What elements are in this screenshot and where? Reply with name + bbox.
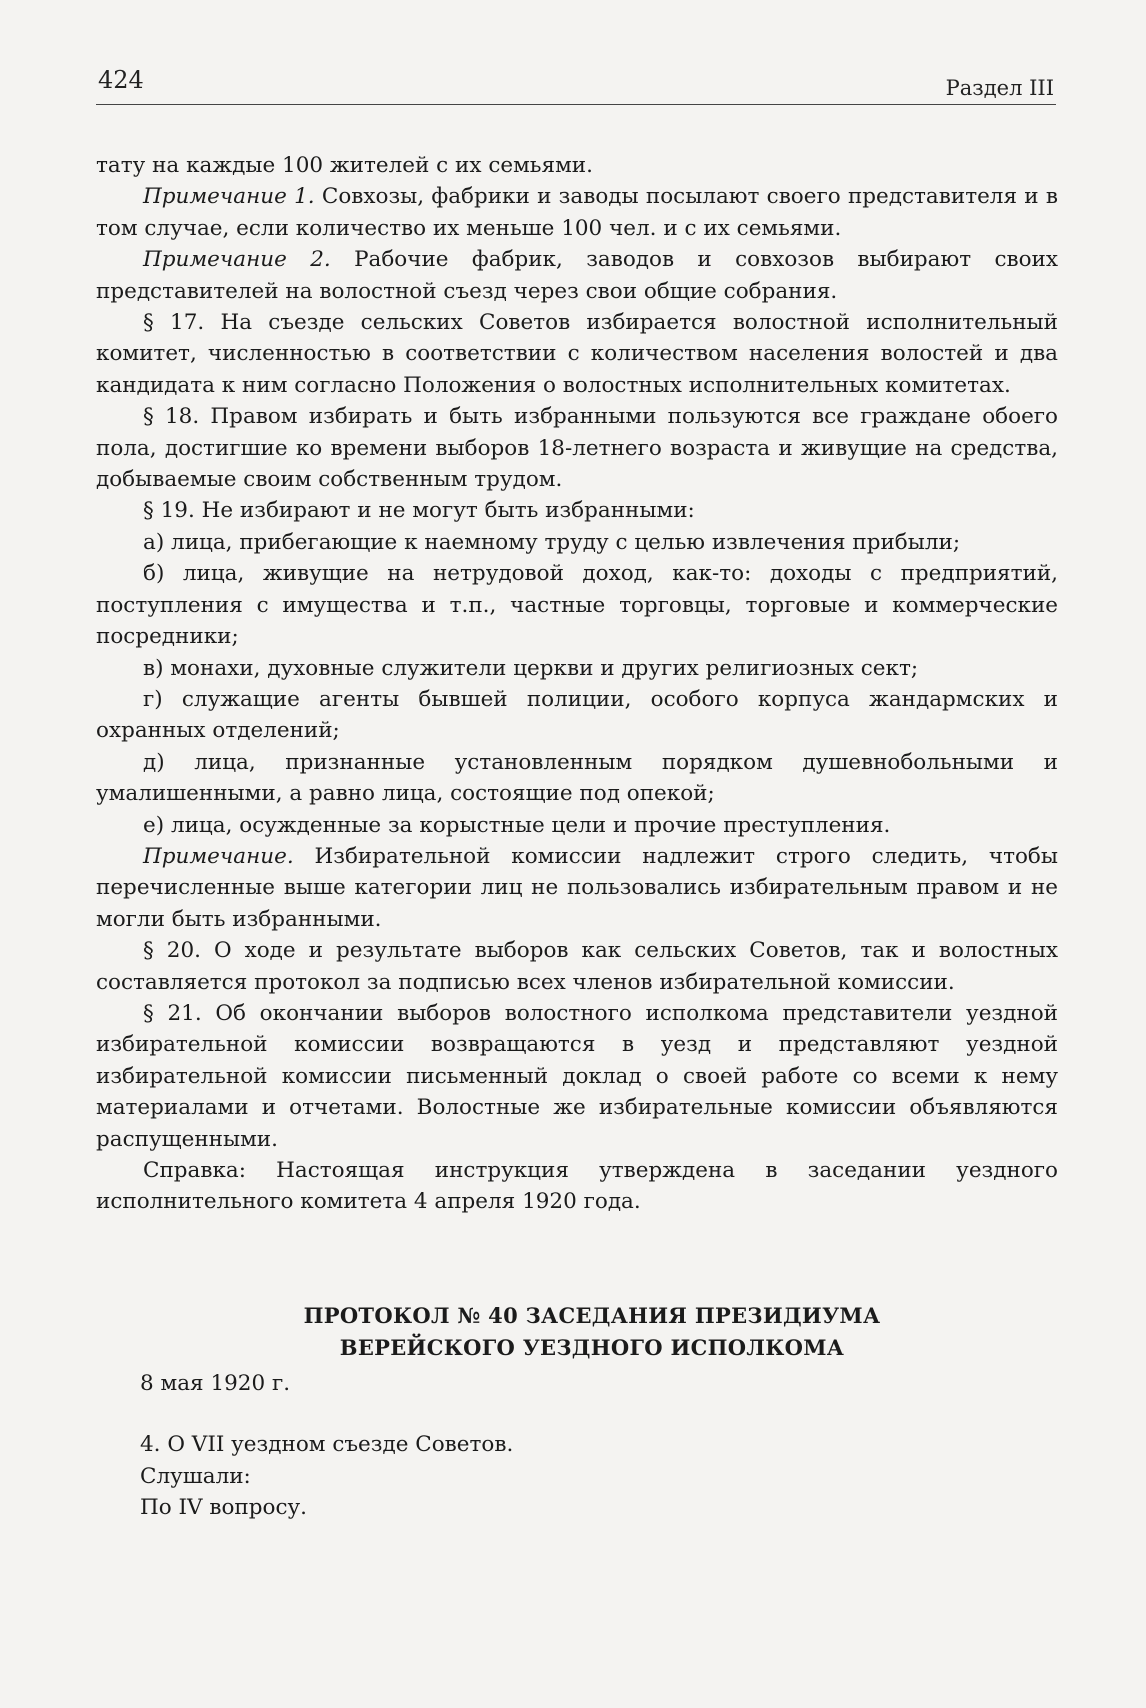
note-2-label: Примечание 2.: [143, 247, 331, 273]
note-3-label: Примечание.: [143, 843, 294, 869]
page-number: 424: [98, 66, 144, 94]
protocol-block: [96, 1300, 1058, 1524]
section-title: Раздел III: [945, 76, 1054, 100]
note-2-text: Рабочие фабрик, заводов и совхозов выбирают своих представителей на волостной съезд через свои общие собрания.: [96, 247, 1059, 304]
protocol-title: [126, 1300, 1058, 1364]
note-1: [96, 181, 1058, 244]
protocol-heard: Слушали:: [140, 1463, 251, 1489]
paragraph-continuation: тату на каждые 100 жителей с их семьями.: [96, 153, 593, 178]
note-1-text: Совхозы, фабрики и заводы посылают своего представителя и в том случае, если количество их меньше 100 чел. и с их семьями.: [96, 184, 1058, 241]
protocol-date: 8 мая 1920 г.: [140, 1371, 291, 1396]
list-item-e: е) лица, осужденные за корыстные цели и прочие преступления.: [143, 812, 891, 838]
protocol-title-line-1: ПРОТОКОЛ № 40 ЗАСЕДАНИЯ ПРЕЗИДИУМА: [303, 1303, 881, 1328]
protocol-question: По IV вопросу.: [140, 1495, 307, 1521]
reference-note: Справка: Настоящая инструкция утверждена в заседании уездного исполнительного комитета 4 апреля 1920 года.: [96, 1158, 1058, 1215]
list-item-b: б) лица, живущие на нетрудовой доход, как-то: доходы с предприятий, поступления с имущества и т.п., частные торговцы, торговые и коммерческие посредники;: [96, 561, 1058, 650]
note-3: [96, 841, 1058, 935]
protocol-title-line-2: ВЕРЕЙСКОГО УЕЗДНОГО ИСПОЛКОМА: [339, 1335, 845, 1360]
list-item-d: д) лица, признанные установленным порядком душевнобольными и умалишенными, а равно лица, состоящие под опекой;: [96, 749, 1058, 807]
protocol-item: 4. О VII уездном съезде Советов.: [140, 1432, 514, 1458]
section-17: § 17. На съезде сельских Советов избирается волостной исполнительный комитет, численностью в соответствии с количеством населения волостей и два кандидата к ним согласно Положения о волостных исполнительных комитетах.: [96, 310, 1058, 398]
list-item-v: в) монахи, духовные служители церкви и других религиозных сект;: [143, 655, 919, 681]
section-20: § 20. О ходе и результате выборов как сельских Советов, так и волостных составляется протокол за подписью всех членов избирательной комиссии.: [96, 938, 1058, 995]
section-18: § 18. Правом избирать и быть избранными пользуются все граждане обоего пола, достигшие ко времени выборов 18-летнего возраста и живущие на средства, добываемые своим собственным трудом.: [96, 404, 1058, 493]
note-1-label: Примечание 1.: [143, 184, 315, 210]
section-21: § 21. Об окончании выборов волостного исполкома представители уездной избирательной комиссии возвращаются в уезд и представляют уездной избирательной комиссии письменный доклад о своей работе со всеми к нему материалами и отчетами. Волостные же избирательные комиссии объявляются распущенными.: [96, 1000, 1058, 1152]
list-item-a: а) лица, прибегающие к наемному труду с целью извлечения прибыли;: [143, 529, 961, 555]
note-3-text: Избирательной комиссии надлежит строго следить, чтобы перечисленные выше категории лиц не пользовались избирательным правом и не могли быть избранными.: [96, 843, 1058, 932]
section-19: § 19. Не избирают и не могут быть избранными:: [143, 498, 695, 524]
instruction-text: [96, 150, 1058, 1218]
page-header: [96, 66, 1056, 105]
note-2: [96, 244, 1058, 307]
list-item-g: г) служащие агенты бывшей полиции, особого корпуса жандармских и охранных отделений;: [96, 686, 1058, 744]
